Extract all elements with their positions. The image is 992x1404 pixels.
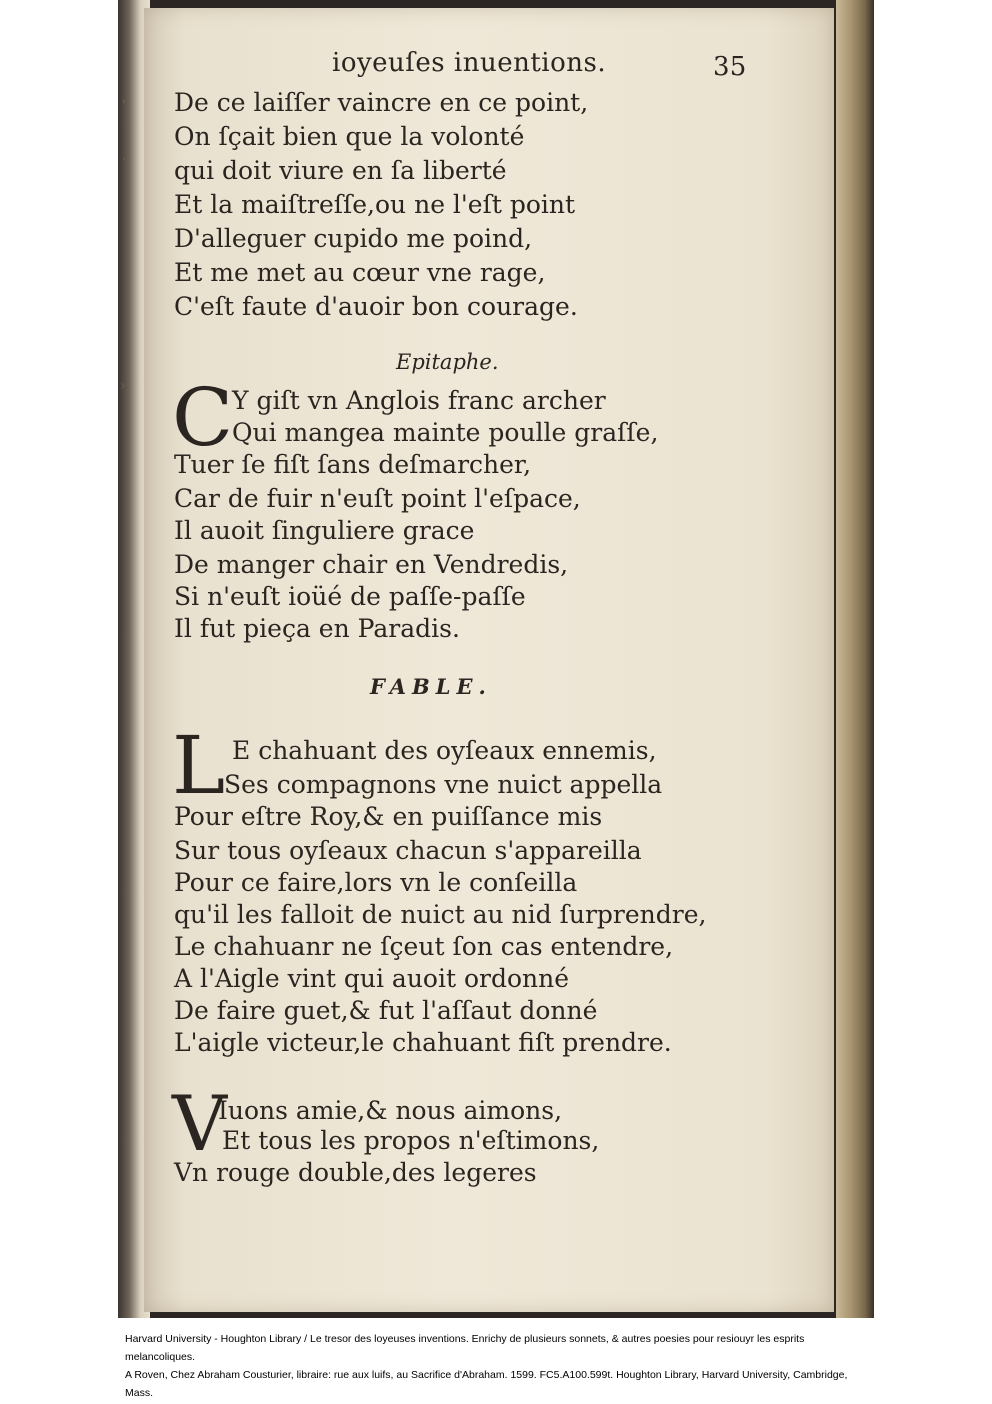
verse-line: Et tous les propos n'eſtimons, <box>222 1126 600 1155</box>
fable-heading: FABLE. <box>370 674 492 699</box>
verse-line: A l'Aigle vint qui auoit ordonné <box>174 964 570 993</box>
verse-line: Il auoit ſinguliere grace <box>174 516 475 545</box>
epitaphe-heading: Epitaphe. <box>396 350 499 374</box>
drop-cap: V <box>172 1079 227 1168</box>
verse-line: Tuer ſe fiſt ſans deſmarcher, <box>174 450 532 479</box>
verse-line: Y giſt vn Anglois franc archer <box>232 386 606 415</box>
verse-line: qui doit viure en ſa liberté <box>174 156 507 185</box>
verse-line: Car de fuir n'euſt point l'eſpace, <box>174 484 581 513</box>
verse-line: C'eſt faute d'auoir bon courage. <box>174 292 578 321</box>
drop-cap: C <box>172 371 234 464</box>
verse-line: Ses compagnons vne nuict appella <box>224 770 663 799</box>
verse-line: L'aigle victeur,le chahuant fiſt prendre. <box>174 1028 672 1057</box>
margin-mark: ' <box>122 98 126 114</box>
verse-line: Qui mangea mainte poulle graſſe, <box>232 418 659 447</box>
verse-line: D'alleguer cupido me poind, <box>174 224 533 253</box>
margin-mark: › <box>120 378 126 394</box>
verse-line: Pour ce faire,lors vn le conſeilla <box>174 868 578 897</box>
verse-line: Pour eſtre Roy,& en puiſſance mis <box>174 802 603 831</box>
verse-line: Si n'euſt ioüé de paſſe-paſſe <box>174 582 526 611</box>
verse-line: De faire guet,& fut l'aſſaut donné <box>174 996 598 1025</box>
verse-line: Le chahuanr ne ſçeut ſon cas entendre, <box>174 932 674 961</box>
page-number: 35 <box>713 52 747 82</box>
verse-line: Il fut pieça en Paradis. <box>174 614 460 643</box>
caption-line: A Roven, Chez Abraham Cousturier, libraire: rue aux luifs, au Sacrifice d'Abraham. 1599. FC5.A100.599t. Houghton Library, Harvard University, Cambridge, Mass. <box>125 1369 848 1399</box>
caption-line: Harvard University - Houghton Library / Le tresor des loyeuses inventions. Enrichy de plusieurs sonnets, & autres poesies pour resiouyr les esprits melancoliques. <box>125 1333 805 1363</box>
verse-line: De manger chair en Vendredis, <box>174 550 569 579</box>
verse-line: Et me met au cœur vne rage, <box>174 258 546 287</box>
page-edge <box>836 0 874 1318</box>
verse-line: Et la maiſtreſſe,ou ne l'eſt point <box>174 190 576 219</box>
verse-line: Sur tous oyſeaux chacun s'appareilla <box>174 836 642 865</box>
verse-line: De ce laiſſer vaincre en ce point, <box>174 88 589 117</box>
running-head: ioyeuſes inuentions. <box>332 48 607 78</box>
library-caption <box>125 1330 865 1402</box>
margin-mark: . <box>122 148 127 164</box>
verse-line: E chahuant des oyſeaux ennemis, <box>232 736 657 765</box>
verse-line: qu'il les falloit de nuict au nid ſurprendre, <box>174 900 707 929</box>
verse-line: Iuons amie,& nous aimons, <box>218 1096 563 1125</box>
verse-line: On ſçait bien que la volonté <box>174 122 525 151</box>
verse-line: Vn rouge double,des legeres <box>174 1158 537 1187</box>
drop-cap: L <box>172 719 226 812</box>
